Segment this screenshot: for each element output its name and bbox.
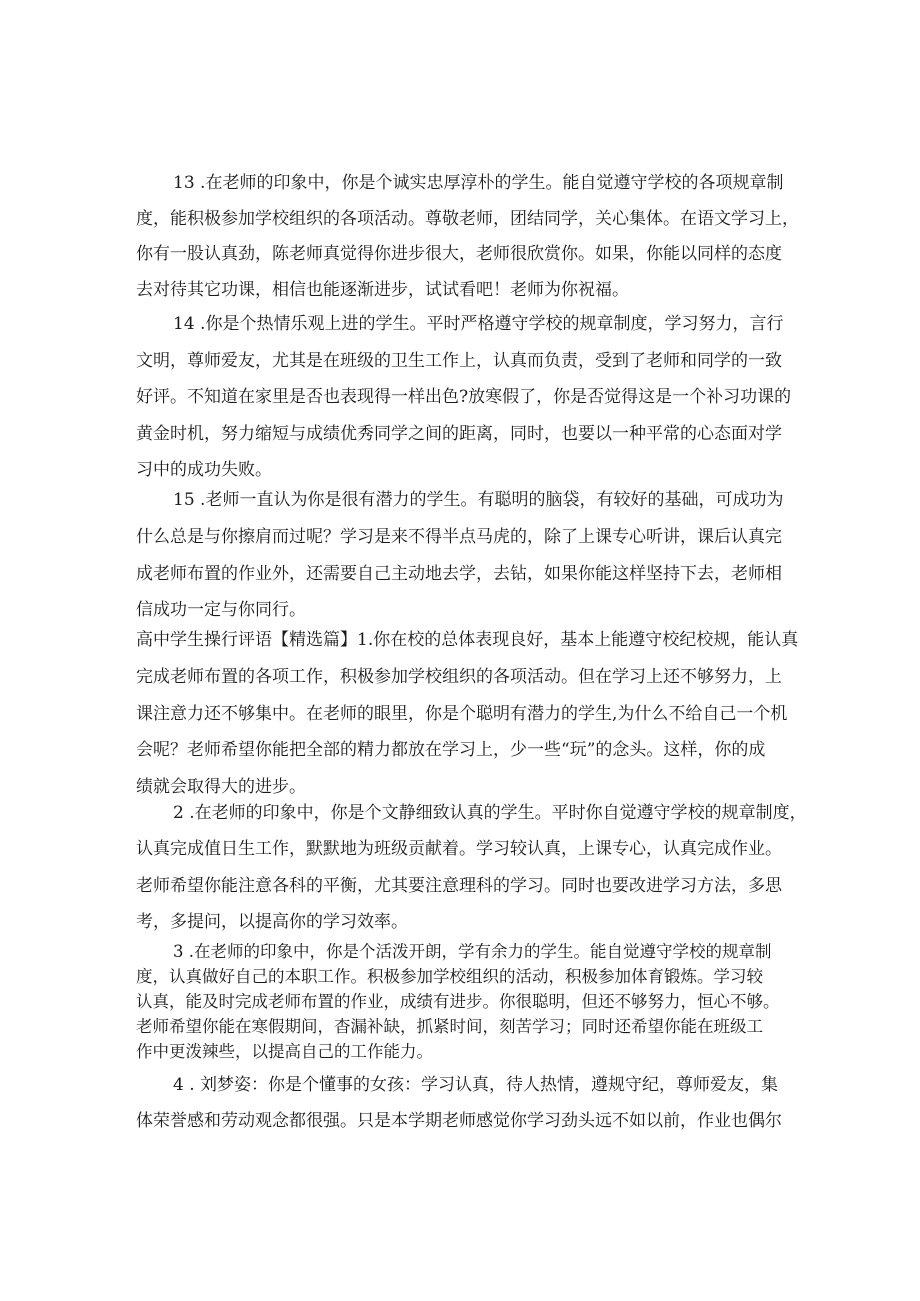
text-line: 你有一股认真劲，陈老师真觉得你进步很大，老师很欣赏你。如果，你能以同样的态度 bbox=[136, 244, 782, 264]
paragraph-13 bbox=[136, 166, 799, 308]
text-line: 完成老师布置的各项工作，积极参加学校组织的各项活动。但在学习上还不够努力，上 bbox=[136, 666, 782, 687]
text-line: 会呢？老师希望你能把全部的精力都放在学习上，少一些“玩”的念头。这样，你的成 bbox=[136, 740, 766, 761]
text-line: 文明，尊师爱友，尤其是在班级的卫生工作上，认真而负责，受到了老师和同学的一致 bbox=[136, 350, 782, 371]
text-line: 认真完成值日生工作，默默地为班级贡献着。学习较认真，上课专心，认真完成作业。 bbox=[136, 839, 782, 860]
text-line: 什么总是与你擦肩而过呢？学习是来不得半点马虎的，除了上课专心听讲，课后认真完 bbox=[136, 526, 782, 547]
text-line: 习中的成功失败。 bbox=[136, 460, 272, 481]
text-line: 13 .在老师的印象中，你是个诚实忠厚淳朴的学生。能自觉遵守学校的各项规章制 bbox=[173, 173, 784, 193]
paragraph-14 bbox=[136, 306, 796, 489]
text-line: 14 .你是个热情乐观上进的学生。平时严格遵守学校的规章制度，学习努力，言行 bbox=[173, 314, 784, 334]
text-line: 绩就会取得大的进步。 bbox=[136, 777, 306, 798]
text-line: 度，能积极参加学校组织的各项活动。尊敬老师，团结同学，关心集体。在语文学习上， bbox=[136, 208, 799, 229]
text-line: 好评。不知道在家里是否也表现得一样出色?放寒假了，你是否觉得这是一个补习功课的 bbox=[136, 387, 792, 408]
text-line: 老师希望你能在寒假期间，杳漏补缺，抓紧时间，刻苦学习；同时还希望你能在班级工 bbox=[136, 1017, 763, 1036]
text-line: 度，认真做好自己的本职工作。积极参加学校组织的活动，积极参加体育锻炼。学习较 bbox=[136, 967, 763, 986]
paragraph-3 bbox=[136, 939, 796, 1064]
text-line: 4 . 刘梦姿：你是个懂事的女孩：学习认真，待人热情，遵规守纪，尊师爱友，集 bbox=[173, 1075, 779, 1095]
paragraph-15 bbox=[136, 482, 796, 629]
text-line: 15 .老师一直认为你是很有潜力的学生。有聪明的脑袋，有较好的基础，可成功为 bbox=[173, 490, 784, 510]
text-line: 3 .在老师的印象中，你是个活泼开朗，学有余力的学生。能自觉遵守学校的规章制 bbox=[173, 942, 772, 961]
text-line: 考，多提问，以提高你的学习效率。 bbox=[136, 911, 408, 932]
text-line: 去对待其它功课，相信也能逐渐进步，试试看吧！老师为你祝福。 bbox=[136, 279, 629, 300]
paragraph-selected-1 bbox=[136, 622, 799, 806]
text-line: 作中更泼辣些，以提高自己的工作能力。 bbox=[136, 1042, 433, 1061]
paragraph-4 bbox=[136, 1067, 796, 1139]
text-line: 信成功一定与你同行。 bbox=[136, 600, 306, 621]
text-line: 2 .在老师的印象中，你是个文静细致认真的学生。平时你自觉遵守学校的规章制度， bbox=[173, 803, 807, 823]
text-line: 认真，能及时完成老师布置的作业，成绩有进步。你很聪明，但还不够努力，恒心不够。 bbox=[136, 992, 780, 1011]
text-line: 课注意力还不够集中。在老师的眼里，你是个聪明有潜力的学生,为什么不给自己一个机 bbox=[136, 703, 788, 724]
paragraph-2 bbox=[136, 795, 807, 940]
text-line: 老师希望你能注意各科的平衡，尤其要注意理科的学习。同时也要改进学习方法，多思 bbox=[136, 875, 782, 896]
text-line: 成老师布置的作业外，还需要自己主动地去学，去钻，如果你能这样坚持下去，老师相 bbox=[136, 563, 782, 584]
text-line: 黄金时机，努力缩短与成绩优秀同学之间的距离，同时，也要以一种平常的心态面对学 bbox=[136, 423, 782, 444]
text-line: 高中学生操行评语【精选篇】1.你在校的总体表现良好，基本上能遵守校纪校规，能认真 bbox=[136, 630, 799, 650]
text-line: 体荣誉感和劳动观念都很强。只是本学期老师感觉你学习劲头远不如以前，作业也偶尔 bbox=[136, 1111, 782, 1131]
